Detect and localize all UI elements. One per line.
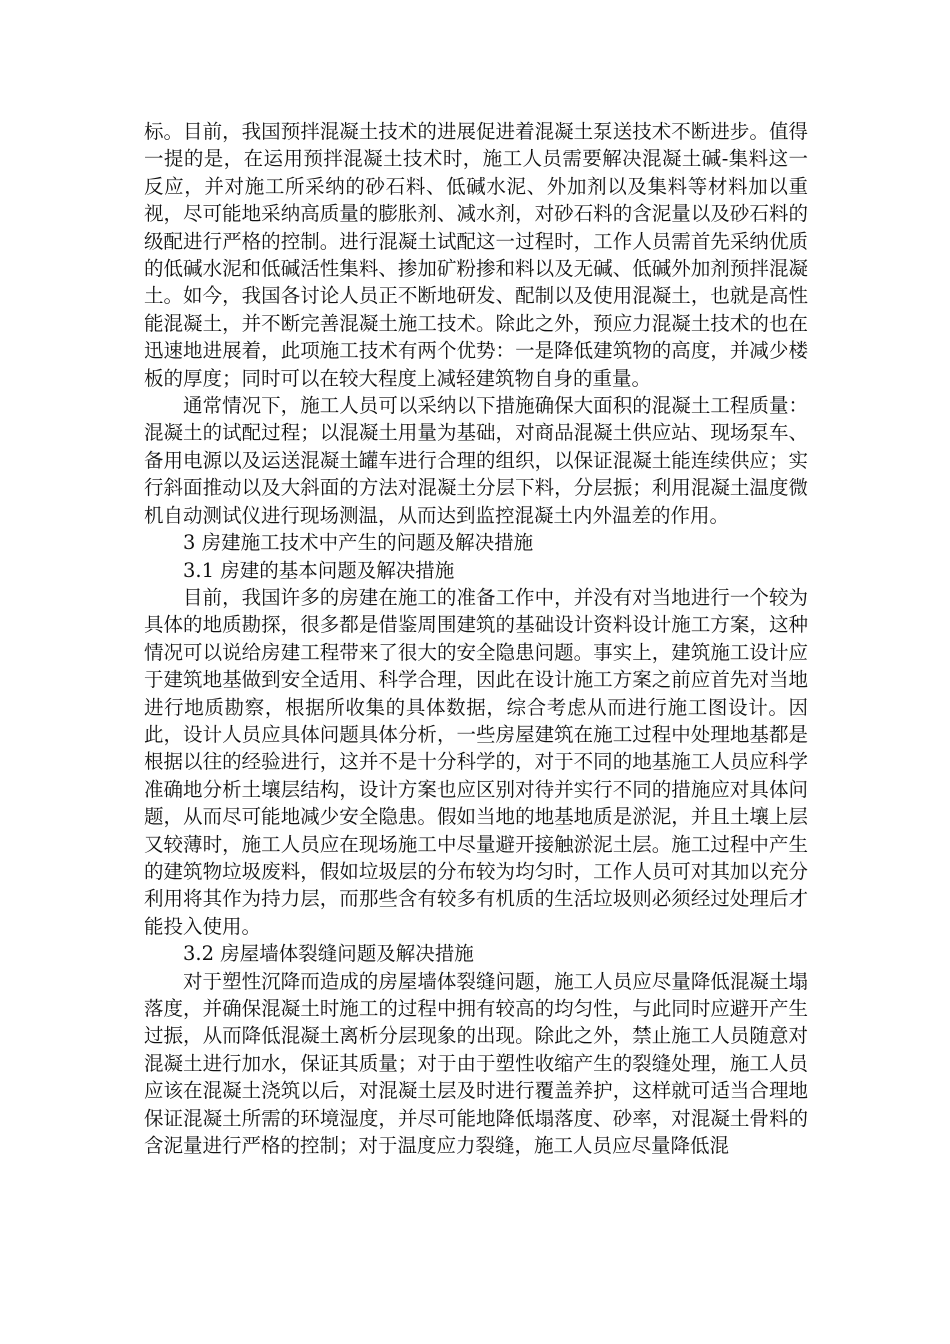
paragraph-large-area-concrete: 通常情况下，施工人员可以采纳以下措施确保大面积的混凝土工程质量：混凝土的试配过程；以混凝土用量为基础，对商品混凝土供应站、现场泵车、备用电源以及运送混凝土罐车进行合理的组织，以保证混凝土能连续供应；实行斜面推动以及大斜面的方法对混凝土分层下料，分层振；利用混凝土温度微机自动测试仪进行现场测温，从而达到监控混凝土内外温差的作用。: [144, 394, 808, 527]
section-heading-3-1: 3.1 房建的基本问题及解决措施: [183, 558, 455, 582]
document-page: [144, 118, 808, 1159]
paragraph-concrete-technology: 标。目前，我国预拌混凝土技术的进展促进着混凝土泵送技术不断进步。值得一提的是，在运用预拌混凝土技术时，施工人员需要解决混凝土碱-集料这一反应，并对施工所采纳的砂石料、低碱水泥、外加剂以及集料等材料加以重视，尽可能地采纳高质量的膨胀剂、减水剂，对砂石料的含泥量以及砂石料的级配进行严格的控制。进行混凝土试配这一过程时，工作人员需首先采纳优质的低碱水泥和低碱活性集料、掺加矿粉掺和料以及无碱、低碱外加剂预拌混凝土。如今，我国各讨论人员正不断地研发、配制以及使用混凝土，也就是高性能混凝土，并不断完善混凝土施工技术。除此之外，预应力混凝土技术的也在迅速地进展着，此项施工技术有两个优势：一是降低建筑物的高度，并减少楼板的厚度；同时可以在较大程度上减轻建筑物自身的重量。: [144, 120, 808, 390]
paragraph-wall-cracks: 对于塑性沉降而造成的房屋墙体裂缝问题，施工人员应尽量降低混凝土塌落度，并确保混凝土时施工的过程中拥有较高的均匀性，与此同时应避开产生过振，从而降低混凝土离析分层现象的出现。除此之外，禁止施工人员随意对混凝土进行加水，保证其质量；对于由于塑性收缩产生的裂缝处理，施工人员应该在混凝土浇筑以后，对混凝土层及时进行覆盖养护，这样就可适当合理地保证混凝土所需的环境湿度，并尽可能地降低塌落度、砂率，对混凝土骨料的含泥量进行严格的控制；对于温度应力裂缝，施工人员应尽量降低混: [144, 969, 808, 1158]
section-heading-3: 3 房建施工技术中产生的问题及解决措施: [183, 531, 534, 555]
section-heading-3-2: 3.2 房屋墙体裂缝问题及解决措施: [183, 942, 474, 966]
paragraph-basic-problems: 目前，我国许多的房建在施工的准备工作中，并没有对当地进行一个较为具体的地质勘探，很多都是借鉴周围建筑的基础设计资料设计施工方案，这种情况可以说给房建工程带来了很大的安全隐患问题。事实上，建筑施工设计应于建筑地基做到安全适用、科学合理，因此在设计施工方案之前应首先对当地进行地质勘察，根据所收集的具体数据，综合考虑从而进行施工图设计。因此，设计人员应具体问题具体分析，一些房屋建筑在施工过程中处理地基都是根据以往的经验进行，这并不是十分科学的，对于不同的地基施工人员应科学准确地分析土壤层结构，设计方案也应区别对待并实行不同的措施应对具体问题，从而尽可能地减少安全隐患。假如当地的地基地质是淤泥，并且土壤上层又较薄时，施工人员应在现场施工中尽量避开接触淤泥土层。施工过程中产生的建筑物垃圾废料，假如垃圾层的分布较为均匀时，工作人员可对其加以充分利用将其作为持力层，而那些含有较多有机质的生活垃圾则必须经过处理后才能投入使用。: [144, 585, 808, 938]
